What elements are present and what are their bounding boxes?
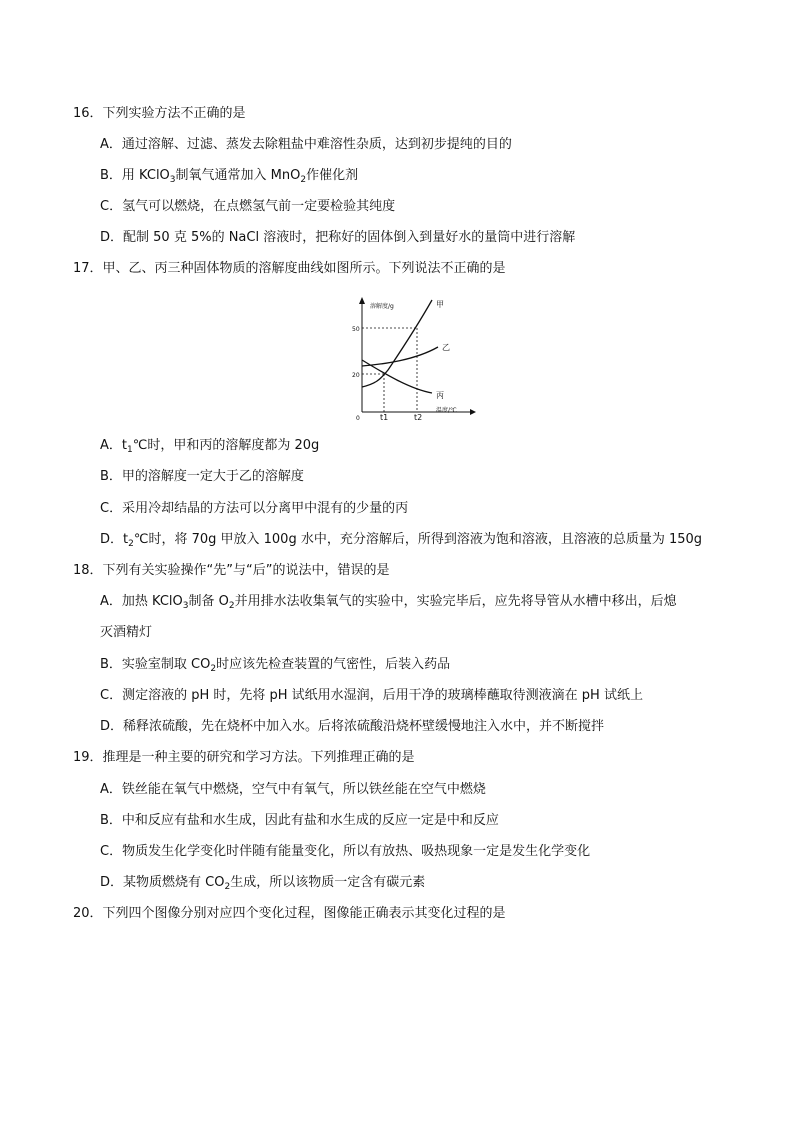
text-segment: ℃时，甲和丙的溶解度都为 20g xyxy=(132,438,320,453)
text-segment: 生成，所以该物质一定含有碳元素 xyxy=(230,875,426,890)
subscript: 2 xyxy=(228,601,235,611)
text-segment: A．加热 KClO xyxy=(100,594,183,609)
answer-option xyxy=(100,593,677,611)
subscript: 1 xyxy=(127,445,133,455)
x-axis-arrow xyxy=(470,409,476,415)
text-segment: B．实验室制取 CO xyxy=(100,657,211,672)
curve-label-jia: 甲 xyxy=(436,300,444,309)
text-segment: A．铁丝能在氧气中燃烧，空气中有氧气，所以铁丝能在空气中燃烧 xyxy=(100,782,486,797)
text-segment: B．用 KClO xyxy=(100,168,170,183)
text-segment: 灭酒精灯 xyxy=(100,625,153,640)
solubility-chart xyxy=(340,292,480,422)
text-segment: 制备 O xyxy=(188,594,229,609)
origin-label: 0 xyxy=(356,415,360,422)
curve-label-yi: 乙 xyxy=(442,343,450,352)
answer-option xyxy=(100,718,604,736)
y-axis-label: 溶解度/g xyxy=(370,303,394,310)
text-segment: 制氧气通常加入 MnO xyxy=(175,168,301,183)
y-axis-arrow xyxy=(359,297,365,304)
answer-option xyxy=(100,437,319,455)
question-stem xyxy=(73,905,506,923)
text-segment: A．t xyxy=(100,438,127,453)
subscript: 2 xyxy=(300,175,307,185)
text-segment: C．采用冷却结晶的方法可以分离甲中混有的少量的丙 xyxy=(100,501,409,516)
answer-option xyxy=(100,167,358,185)
text-segment: 17．甲、乙、丙三种固体物质的溶解度曲线如图所示。下列说法不正确的是 xyxy=(73,261,506,276)
x-tick-t1: t1 xyxy=(380,413,389,422)
answer-option xyxy=(100,500,408,518)
y-tick-20: 20 xyxy=(352,372,360,379)
answer-option xyxy=(100,656,450,674)
text-segment: C．测定溶液的 pH 时，先将 pH 试纸用水湿润，后用干净的玻璃棒蘸取待测液滴在 pH 试纸上 xyxy=(100,688,643,703)
answer-option xyxy=(100,781,486,799)
answer-option xyxy=(100,531,702,549)
answer-option xyxy=(100,874,425,892)
answer-option xyxy=(100,624,152,642)
text-segment: D．t xyxy=(100,532,129,547)
question-stem xyxy=(73,749,415,767)
curve-jia xyxy=(362,300,432,387)
answer-option xyxy=(100,198,395,216)
curve-yi xyxy=(362,347,438,366)
answer-option xyxy=(100,843,590,861)
subscript: 2 xyxy=(210,664,217,674)
x-axis-label: 温度/℃ xyxy=(436,407,457,414)
text-segment: 时应该先检查装置的气密性，后装入药品 xyxy=(216,657,451,672)
question-stem xyxy=(73,562,389,580)
text-segment: 19．推理是一种主要的研究和学习方法。下列推理正确的是 xyxy=(73,750,415,765)
text-segment: A．通过溶解、过滤、蒸发去除粗盐中难溶性杂质，达到初步提纯的目的 xyxy=(100,137,512,152)
text-segment: D．配制 50 克 5%的 NaCl 溶液时，把称好的固体倒入到量好水的量筒中进行溶解 xyxy=(100,230,576,245)
text-segment: ℃时，将 70g 甲放入 100g 水中，充分溶解后，所得到溶液为饱和溶液，且溶液的总质量为 150g xyxy=(133,532,703,547)
subscript: 2 xyxy=(224,882,231,892)
answer-option xyxy=(100,468,304,486)
text-segment: 20．下列四个图像分别对应四个变化过程，图像能正确表示其变化过程的是 xyxy=(73,906,506,921)
subscript: 3 xyxy=(182,601,189,611)
question-stem xyxy=(73,260,506,278)
subscript: 3 xyxy=(169,175,176,185)
answer-option xyxy=(100,687,643,705)
text-segment: B．甲的溶解度一定大于乙的溶解度 xyxy=(100,469,304,484)
text-segment: D．稀释浓硫酸，先在烧杯中加入水。后将浓硫酸沿烧杯壁缓慢地注入水中，并不断搅拌 xyxy=(100,719,605,734)
subscript: 2 xyxy=(128,539,134,549)
text-segment: D．某物质燃烧有 CO xyxy=(100,875,225,890)
question-stem xyxy=(73,105,246,123)
curve-label-bing: 丙 xyxy=(436,391,444,400)
x-tick-t2: t2 xyxy=(414,413,423,422)
text-segment: 并用排水法收集氧气的实验中，实验完毕后，应先将导管从水槽中移出，后熄 xyxy=(234,594,677,609)
answer-option xyxy=(100,812,499,830)
answer-option xyxy=(100,229,575,247)
text-segment: 18．下列有关实验操作“先”与“后”的说法中，错误的是 xyxy=(73,563,390,578)
answer-option xyxy=(100,136,512,154)
text-segment: B．中和反应有盐和水生成，因此有盐和水生成的反应一定是中和反应 xyxy=(100,813,499,828)
text-segment: 作催化剂 xyxy=(306,168,359,183)
text-segment: C．氢气可以燃烧，在点燃氢气前一定要检验其纯度 xyxy=(100,199,396,214)
text-segment: C．物质发生化学变化时伴随有能量变化，所以有放热、吸热现象一定是发生化学变化 xyxy=(100,844,591,859)
y-tick-50: 50 xyxy=(352,326,360,333)
text-segment: 16．下列实验方法不正确的是 xyxy=(73,106,246,121)
